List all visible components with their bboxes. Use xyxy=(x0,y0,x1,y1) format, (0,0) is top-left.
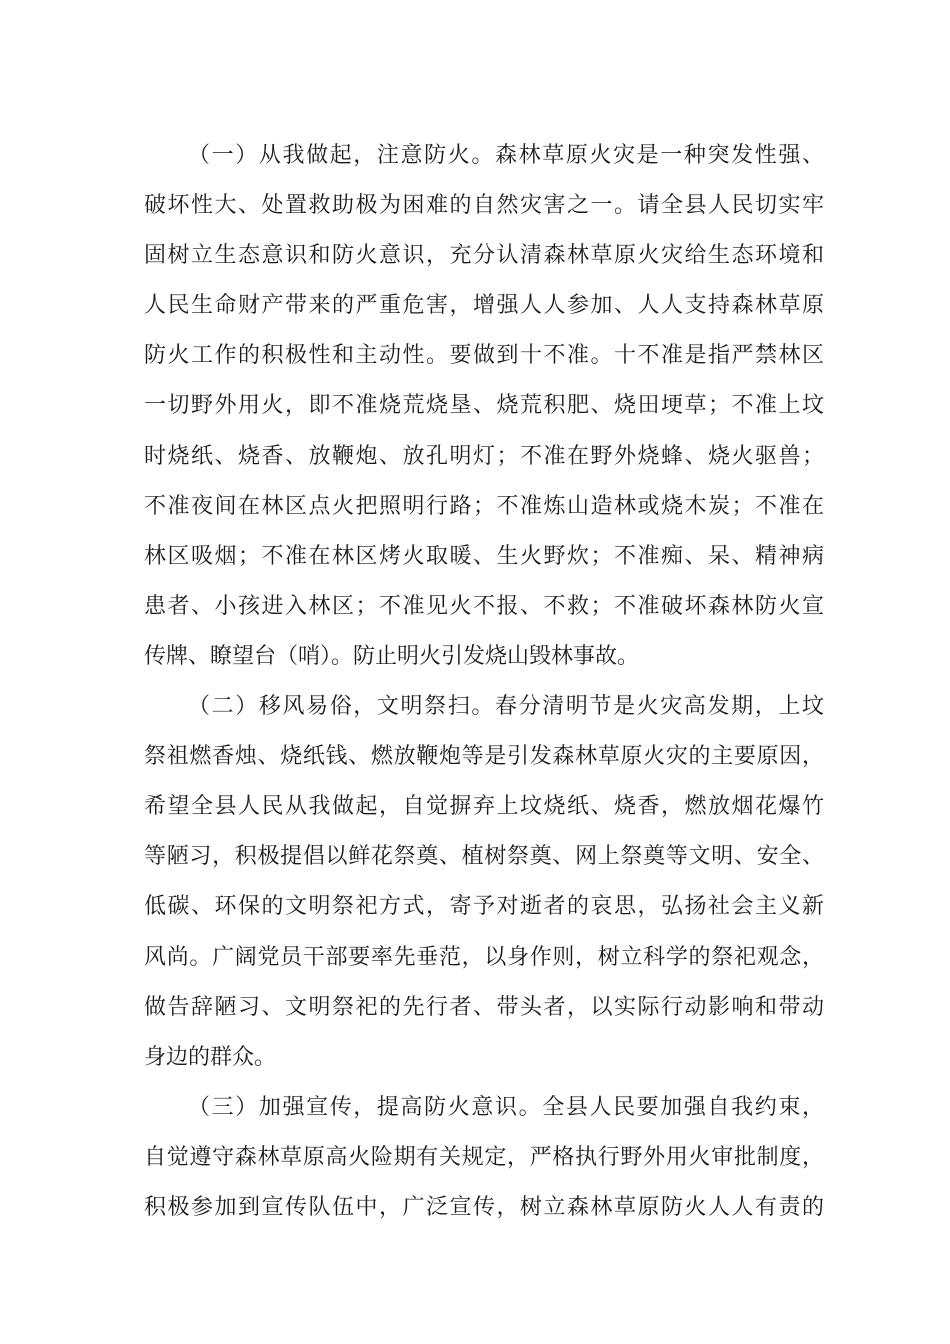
text-line: （一）从我做起，注意防火。森林草原火灾是一种突发性强、 xyxy=(188,143,824,168)
paragraph-3 xyxy=(144,1083,824,1233)
text-line: 不准夜间在林区点火把照明行路；不准炼山造林或烧木炭；不准在 xyxy=(144,493,824,519)
document-body xyxy=(144,131,824,1233)
text-line: 希望全县人民从我做起，自觉摒弃上坟烧纸、烧香，燃放烟花爆竹 xyxy=(144,794,824,820)
text-line: 做告辞陋习、文明祭祀的先行者、带头者，以实际行动影响和带动 xyxy=(144,994,824,1020)
text-line: 低碳、环保的文明祭祀方式，寄予对逝者的哀思，弘扬社会主义新 xyxy=(144,894,824,920)
text-line: 防火工作的积极性和主动性。要做到十不准。十不准是指严禁林区 xyxy=(144,343,824,369)
text-line: 祭祖燃香烛、烧纸钱、燃放鞭炮等是引发森林草原火灾的主要原因， xyxy=(144,744,824,770)
text-line: （三）加强宣传，提高防火意识。全县人民要加强自我约束， xyxy=(188,1094,824,1120)
text-line: （二）移风易俗，文明祭扫。春分清明节是火灾高发期，上坟 xyxy=(188,694,824,720)
text-line: 一切野外用火，即不准烧荒烧垦、烧荒积肥、烧田埂草；不准上坟 xyxy=(144,393,824,419)
paragraph-2 xyxy=(144,682,824,1083)
text-line: 传牌、瞭望台（哨）。防止明火引发烧山毁林事故。 xyxy=(144,643,640,669)
text-line: 等陋习，积极提倡以鲜花祭奠、植树祭奠、网上祭奠等文明、安全、 xyxy=(144,844,824,870)
text-line: 破坏性大、处置救助极为困难的自然灾害之一。请全县人民切实牢 xyxy=(144,193,824,219)
paragraph-1 xyxy=(144,131,824,682)
text-line: 林区吸烟；不准在林区烤火取暖、生火野炊；不准痴、呆、精神病 xyxy=(144,543,824,569)
text-line: 患者、小孩进入林区；不准见火不报、不救；不准破坏森林防火宣 xyxy=(144,593,824,619)
text-line: 身边的群众。 xyxy=(144,1044,277,1070)
text-line: 风尚。广阔党员干部要率先垂范，以身作则，树立科学的祭祀观念， xyxy=(144,944,824,970)
text-line: 固树立生态意识和防火意识，充分认清森林草原火灾给生态环境和 xyxy=(144,243,824,269)
text-line: 人民生命财产带来的严重危害，增强人人参加、人人支持森林草原 xyxy=(144,293,824,319)
text-line: 自觉遵守森林草原高火险期有关规定，严格执行野外用火审批制度， xyxy=(144,1144,824,1170)
text-line: 积极参加到宣传队伍中，广泛宣传，树立森林草原防火人人有责的 xyxy=(144,1194,824,1220)
text-line: 时烧纸、烧香、放鞭炮、放孔明灯；不准在野外烧蜂、烧火驱兽； xyxy=(144,443,824,469)
